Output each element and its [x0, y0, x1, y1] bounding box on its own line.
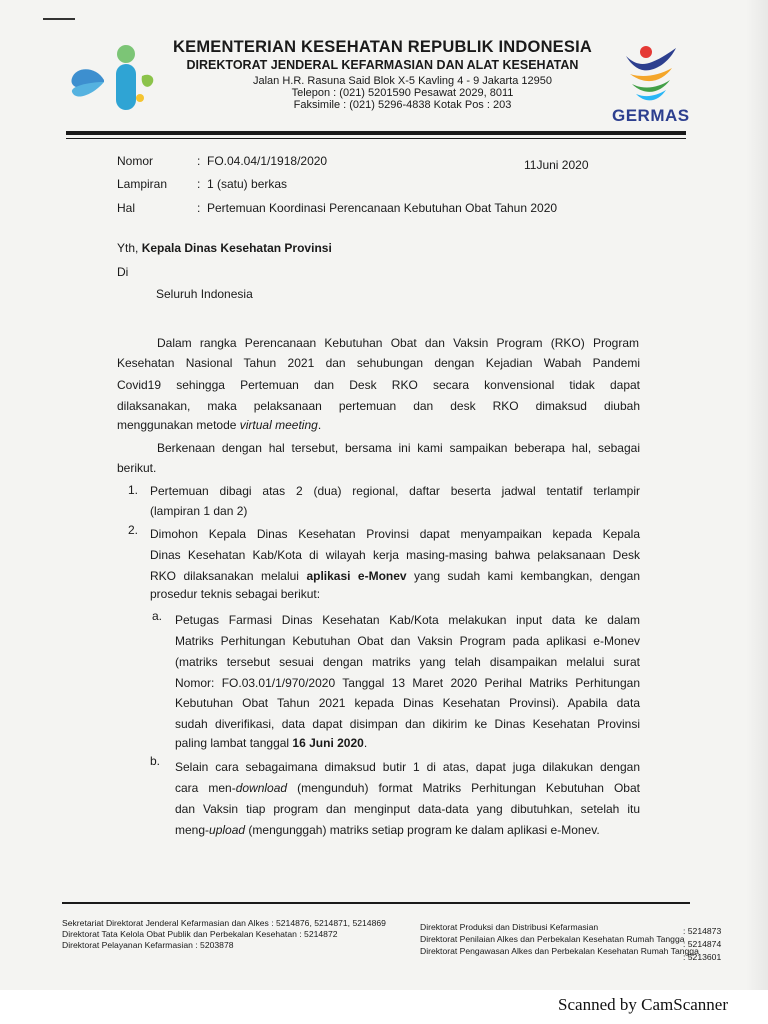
p1-line3: Covid19 sehingga Pertemuan dan Desk RKO secara konvensional tidak dapat: [117, 378, 640, 392]
address: Jalan H.R. Rasuna Said Blok X-5 Kavling 4 - 9 Jakarta 12950: [253, 75, 552, 87]
p1-l5b: virtual meeting: [239, 418, 318, 432]
footer-rule: [62, 902, 690, 904]
b-l2b: download: [235, 781, 288, 795]
footer-num-1: : 5214873: [683, 926, 722, 936]
p2-line2: berikut.: [117, 461, 157, 475]
footer-right-2: Direktorat Penilaian Alkes dan Perbekalan Kesehatan Rumah Tangga: [420, 934, 685, 944]
recipient-place: Seluruh Indonesia: [156, 287, 253, 301]
nomor-colon: :: [197, 154, 201, 168]
item2-line2: Dinas Kesehatan Kab/Kota di wilayah kerja masing-masing bahwa pelaksanaan Desk: [150, 548, 640, 562]
a-l7a: paling lambat tanggal: [175, 736, 293, 750]
meta-hal: [117, 201, 557, 215]
kemenkes-logo: [66, 42, 156, 118]
footer-left-1: Sekretariat Direktorat Jenderal Kefarmasian dan Alkes : 5214876, 5214871, 5214869: [62, 918, 386, 928]
recipient-name: Kepala Dinas Kesehatan Provinsi: [141, 241, 332, 255]
sub-b-line1: Selain cara sebagaimana dimaksud butir 1 di atas, dapat juga dilakukan dengan: [175, 760, 640, 774]
sub-a-letter: a.: [152, 609, 163, 623]
sub-a-line2: Matriks Perhitungan Kebutuhan Obat dan Vaksin Program pada aplikasi e-Monev: [175, 634, 640, 648]
footer-right-3: Direktorat Pengawasan Alkes dan Perbekalan Kesehatan Rumah Tangga: [420, 946, 699, 956]
directorate-name: DIREKTORAT JENDERAL KEFARMASIAN DAN ALAT KESEHATAN: [186, 58, 579, 72]
item2-line4: prosedur teknis sebagai berikut:: [150, 587, 321, 601]
nomor-label: Nomor: [117, 154, 154, 168]
lampiran-value: 1 (satu) berkas: [207, 177, 288, 191]
i2-l3c: yang sudah kami kembangkan, dengan: [406, 569, 640, 583]
header-rule: [66, 131, 686, 135]
scanner-banner: [0, 990, 768, 1024]
fax: Faksimile : (021) 5296-4838 Kotak Pos : 203: [293, 99, 512, 111]
p1-l5a: menggunakan metode: [117, 418, 240, 432]
nomor-value: FO.04.04/1/1918/2020: [207, 154, 328, 168]
footer-num-3: : 5213601: [683, 952, 722, 962]
hal-value: Pertemuan Koordinasi Perencanaan Kebutuhan Obat Tahun 2020: [207, 201, 558, 215]
meta-lampiran: [117, 177, 287, 191]
lampiran-colon: :: [197, 177, 201, 191]
p2-line1: Berkenaan dengan hal tersebut, bersama ini kami sampaikan beberapa hal, sebagai: [157, 441, 640, 455]
footer-left-2: Direktorat Tata Kelola Obat Publik dan Perbekalan Kesehatan : 5214872: [62, 929, 338, 939]
recipient-di: Di: [117, 265, 129, 279]
sub-b-letter: b.: [150, 754, 161, 768]
sub-a-line4: Nomor: FO.03.01/1/970/2020 Tanggal 13 Maret 2020 Perihal Matriks Perhitungan: [175, 676, 640, 690]
item2-line3: [150, 566, 640, 586]
item1-line2: (lampiran 1 dan 2): [150, 504, 248, 518]
meta-nomor: [117, 154, 327, 168]
sub-a-line3: (matriks tersebut sesuai dengan matriks yang telah disampaikan melalui surat: [175, 655, 640, 669]
letter-date: 11Juni 2020: [524, 158, 589, 172]
p1-line5: [117, 415, 321, 435]
scanner-label: Scanned by CamScanner: [558, 995, 728, 1014]
hal-colon: :: [197, 201, 201, 215]
i2-l3a: RKO dilaksanakan melalui: [150, 569, 307, 583]
sub-a-line5: Kebutuhan Obat Tahun 2021 kepada Dinas Kesehatan Provinsi). Apabila data: [175, 696, 640, 710]
scan-shadow: [746, 0, 768, 990]
p1-line2: Kesehatan Nasional Tahun 2021 dan sehubungan dengan Kejadian Wabah Pandemi: [117, 356, 640, 370]
item2-line1: Dimohon Kepala Dinas Kesehatan Provinsi dapat menyampaikan kepada Kepala: [150, 527, 640, 541]
hal-label: Hal: [117, 201, 136, 215]
sub-b-line2: [175, 778, 640, 798]
item2-number: 2.: [128, 523, 139, 537]
footer-right-1: Direktorat Produksi dan Distribusi Kefarmasian: [420, 922, 599, 932]
ministry-name: KEMENTERIAN KESEHATAN REPUBLIK INDONESIA: [173, 38, 592, 56]
scan-corner-mark: [43, 18, 75, 20]
recipient-line: [117, 238, 332, 258]
b-l2c: (mengunduh) format Matriks Perhitungan Kebutuhan Obat: [287, 781, 640, 795]
footer-left-3: Direktorat Pelayanan Kefarmasian : 5203878: [62, 940, 234, 950]
lampiran-label: Lampiran: [117, 177, 168, 191]
phone: Telepon : (021) 5201590 Pesawat 2029, 8011: [291, 87, 514, 99]
germas-wordmark: GERMAS: [612, 106, 690, 125]
footer-num-2: : 5214874: [683, 939, 722, 949]
item1-number: 1.: [128, 483, 139, 497]
yth: Yth,: [117, 241, 139, 255]
i2-l3b: aplikasi e-Monev: [306, 569, 407, 583]
a-l7c: .: [363, 736, 368, 750]
p1-l5c: .: [317, 418, 322, 432]
p1-line1: Dalam rangka Perencanaan Kebutuhan Obat dan Vaksin Program (RKO) Program: [157, 336, 639, 350]
sub-b-line4: [175, 820, 600, 840]
header-rule-thin: [66, 138, 686, 139]
item1-line1: Pertemuan dibagi atas 2 (dua) regional, daftar beserta jadwal tentatif terlampir: [150, 484, 640, 498]
a-l7b: 16 Juni 2020: [292, 736, 364, 750]
b-l2a: cara men-: [175, 781, 236, 795]
sub-b-line3: dan Vaksin tiap program dan menginput data-data yang dibutuhkan, setelah itu: [175, 802, 640, 816]
b-l4a: meng-: [175, 823, 210, 837]
sub-a-line6: sudah diverifikasi, data dapat disimpan dan dikirim ke Dinas Kesehatan Provinsi: [175, 717, 640, 731]
p1-line4: dilaksanakan, maka pelaksanaan pertemuan dan desk RKO dimaksud diubah: [117, 399, 640, 413]
letterhead: [160, 38, 605, 111]
b-l4b: upload: [209, 823, 246, 837]
sub-a-line1: Petugas Farmasi Dinas Kesehatan Kab/Kota melakukan input data ke dalam: [175, 613, 640, 627]
b-l4c: (mengunggah) matriks setiap program ke dalam aplikasi e-Monev.: [245, 823, 600, 837]
sub-a-line7: [175, 733, 367, 753]
